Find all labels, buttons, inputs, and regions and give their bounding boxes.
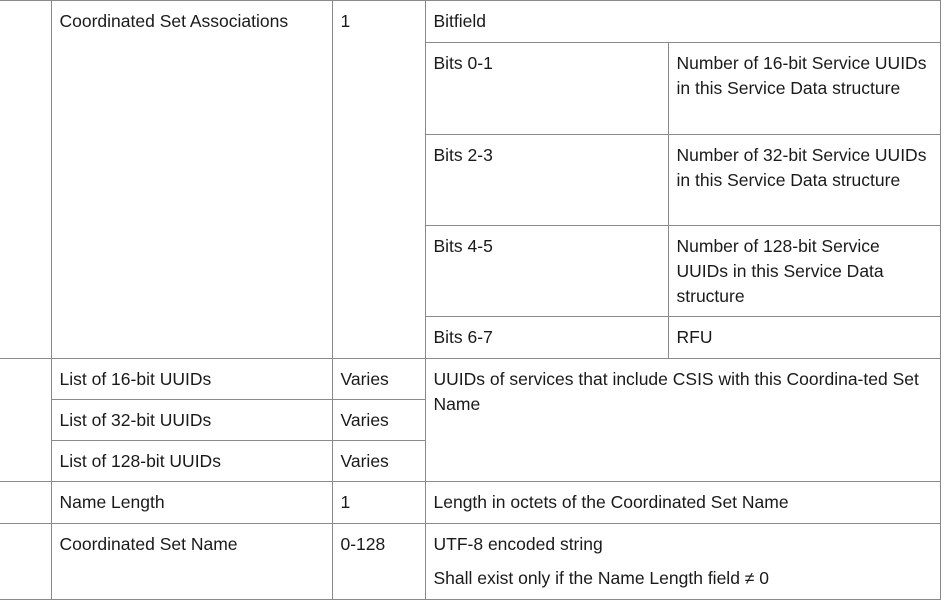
description-cell: UUIDs of services that include CSIS with this Coordina-ted Set Name (425, 359, 940, 482)
size-cell: 1 (332, 482, 425, 524)
field-name-cell: List of 16-bit UUIDs (51, 359, 332, 400)
margin-cell (0, 1, 51, 359)
table-row (0, 359, 940, 400)
margin-cell (0, 524, 51, 600)
field-name-cell: Coordinated Set Associations (51, 1, 332, 359)
table-row (0, 524, 940, 600)
field-name-cell: Name Length (51, 482, 332, 524)
table-row (0, 482, 940, 524)
bits-cell: Bits 4-5 (425, 226, 668, 317)
bits-cell: Bits 0-1 (425, 43, 668, 135)
description-cell: Length in octets of the Coordinated Set Name (425, 482, 940, 524)
bits-meaning-cell: Number of 128-bit Service UUIDs in this Service Data structure (668, 226, 940, 317)
size-cell: 1 (332, 1, 425, 359)
size-cell: 0-128 (332, 524, 425, 600)
field-name-cell: Coordinated Set Name (51, 524, 332, 600)
bits-meaning-cell: Number of 32-bit Service UUIDs in this Service Data structure (668, 135, 940, 226)
description-cell: Bitfield (425, 1, 940, 43)
field-name-cell: List of 32-bit UUIDs (51, 400, 332, 441)
margin-cell (0, 359, 51, 482)
bits-meaning-cell: Number of 16-bit Service UUIDs in this Service Data structure (668, 43, 940, 135)
size-cell: Varies (332, 359, 425, 400)
field-name-cell: List of 128-bit UUIDs (51, 441, 332, 482)
bits-cell: Bits 6-7 (425, 317, 668, 359)
margin-cell (0, 482, 51, 524)
bits-meaning-cell: RFU (668, 317, 940, 359)
table-row (0, 1, 940, 43)
bits-cell: Bits 2-3 (425, 135, 668, 226)
size-cell: Varies (332, 400, 425, 441)
description-note: Shall exist only if the Name Length field ≠ 0 (433, 568, 769, 588)
description-cell (425, 524, 940, 600)
description-text: UTF-8 encoded string (433, 534, 603, 554)
size-cell: Varies (332, 441, 425, 482)
